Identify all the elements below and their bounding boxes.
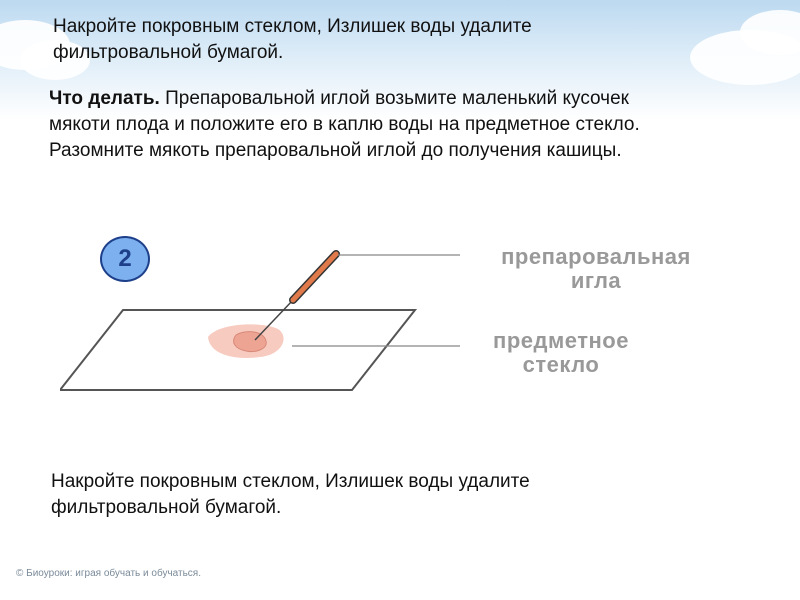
needle-handle [293, 254, 336, 300]
step-number-badge: 2 [100, 236, 150, 282]
needle-label-line: игла [570, 268, 622, 293]
needle-label [466, 245, 726, 293]
instruction-line: мякоти плода и положите его в каплю воды на предметное стекло. [49, 114, 640, 135]
footer-copyright: © Биоуроки: играя обучать и обучаться. [16, 568, 201, 579]
top-caption [53, 14, 753, 66]
fruit-pulp [234, 332, 267, 352]
bottom-caption-line: Накройте покровным стеклом, Излишек воды удалите [51, 471, 530, 492]
instruction-line: Препаровальной иглой возьмите маленький кусочек [159, 88, 629, 109]
instruction-line: Разомните мякоть препаровальной иглой до получения кашицы. [49, 140, 622, 161]
instruction-paragraph [49, 86, 779, 164]
slide-label [466, 329, 656, 377]
top-caption-line: фильтровальной бумагой. [53, 42, 284, 63]
slide-label-line: стекло [522, 352, 600, 377]
slide-label-line: предметное [493, 328, 629, 353]
bottom-caption [51, 469, 751, 521]
bottom-caption-line: фильтровальной бумагой. [51, 497, 282, 518]
needle-label-line: препаровальная [501, 244, 691, 269]
instruction-lead: Что делать. [49, 88, 160, 109]
top-caption-line: Накройте покровным стеклом, Излишек воды удалите [53, 16, 532, 37]
